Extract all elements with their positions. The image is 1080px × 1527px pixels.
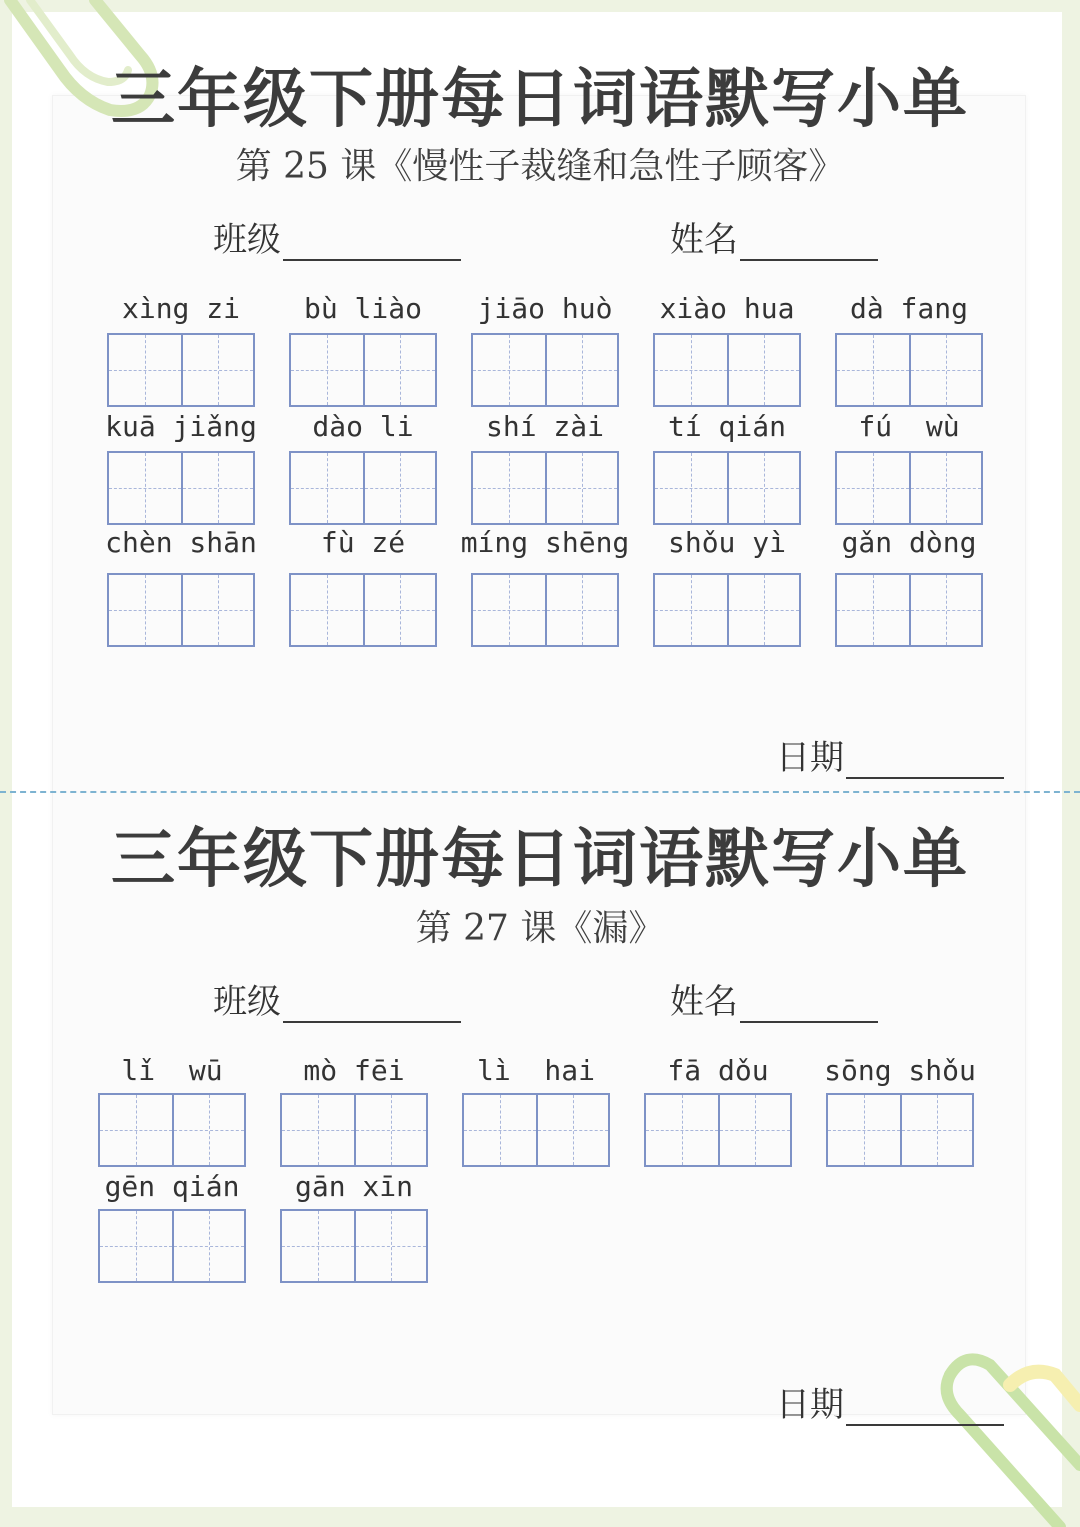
pinyin-label: sōng shǒu bbox=[824, 1054, 976, 1087]
tianzige-cell[interactable] bbox=[109, 575, 181, 645]
tianzige-cell[interactable] bbox=[100, 1095, 172, 1165]
pinyin-label: shí zài bbox=[485, 410, 604, 443]
tianzige-cell[interactable] bbox=[909, 453, 981, 523]
tianzige-cell[interactable] bbox=[172, 1095, 244, 1165]
writing-boxes[interactable] bbox=[471, 333, 619, 407]
tianzige-cell[interactable] bbox=[545, 453, 617, 523]
tianzige-cell[interactable] bbox=[655, 453, 727, 523]
pinyin-label: fā dǒu bbox=[667, 1054, 769, 1087]
tianzige-cell[interactable] bbox=[909, 575, 981, 645]
tianzige-cell[interactable] bbox=[545, 335, 617, 405]
writing-boxes[interactable] bbox=[289, 573, 437, 647]
writing-boxes[interactable] bbox=[107, 573, 255, 647]
writing-boxes[interactable] bbox=[98, 1209, 246, 1283]
tianzige-cell[interactable] bbox=[291, 453, 363, 523]
writing-boxes[interactable] bbox=[471, 573, 619, 647]
tianzige-cell[interactable] bbox=[100, 1211, 172, 1281]
pinyin-label: fù zé bbox=[320, 526, 406, 559]
class-field[interactable] bbox=[213, 212, 461, 261]
writing-boxes[interactable] bbox=[653, 573, 801, 647]
writing-boxes[interactable] bbox=[835, 573, 983, 647]
name-field[interactable] bbox=[670, 212, 878, 261]
pinyin-label: mò fēi bbox=[303, 1054, 405, 1087]
writing-boxes[interactable] bbox=[107, 451, 255, 525]
tianzige-cell[interactable] bbox=[363, 453, 435, 523]
worksheet-title: 三年级下册每日词语默写小单 bbox=[111, 62, 969, 137]
writing-boxes[interactable] bbox=[107, 333, 255, 407]
tianzige-cell[interactable] bbox=[291, 335, 363, 405]
tianzige-cell[interactable] bbox=[837, 575, 909, 645]
writing-boxes[interactable] bbox=[653, 333, 801, 407]
tianzige-cell[interactable] bbox=[718, 1095, 790, 1165]
tianzige-cell[interactable] bbox=[282, 1095, 354, 1165]
pinyin-label: dà fang bbox=[849, 292, 968, 325]
tianzige-cell[interactable] bbox=[181, 575, 253, 645]
tianzige-cell[interactable] bbox=[363, 335, 435, 405]
tianzige-cell[interactable] bbox=[181, 335, 253, 405]
class-label: 班级 bbox=[213, 982, 281, 1022]
tianzige-cell[interactable] bbox=[837, 335, 909, 405]
pinyin-label: gǎn dòng bbox=[841, 526, 977, 559]
tianzige-cell[interactable] bbox=[109, 453, 181, 523]
cut-line-divider bbox=[0, 791, 1080, 793]
lesson-subtitle: 第 25 课《慢性子裁缝和急性子顾客》 bbox=[235, 146, 845, 187]
tianzige-cell[interactable] bbox=[291, 575, 363, 645]
pinyin-label: jiāo huò bbox=[477, 292, 613, 325]
tianzige-cell[interactable] bbox=[727, 335, 799, 405]
date-field[interactable] bbox=[776, 730, 1004, 779]
writing-boxes[interactable] bbox=[835, 451, 983, 525]
date-label: 日期 bbox=[776, 738, 844, 778]
pinyin-label: gēn qián bbox=[104, 1170, 240, 1203]
tianzige-cell[interactable] bbox=[181, 453, 253, 523]
tianzige-cell[interactable] bbox=[354, 1095, 426, 1165]
writing-boxes[interactable] bbox=[289, 451, 437, 525]
writing-boxes[interactable] bbox=[835, 333, 983, 407]
tianzige-cell[interactable] bbox=[354, 1211, 426, 1281]
name-blank[interactable] bbox=[740, 223, 878, 261]
pinyin-label: xiào hua bbox=[659, 292, 795, 325]
pinyin-label: lǐ wū bbox=[121, 1054, 223, 1087]
tianzige-cell[interactable] bbox=[473, 575, 545, 645]
tianzige-cell[interactable] bbox=[172, 1211, 244, 1281]
tianzige-cell[interactable] bbox=[282, 1211, 354, 1281]
pinyin-label: lì hai bbox=[476, 1054, 595, 1087]
pinyin-label: kuā jiǎng bbox=[105, 410, 257, 443]
class-blank[interactable] bbox=[283, 985, 461, 1023]
tianzige-cell[interactable] bbox=[655, 335, 727, 405]
tianzige-cell[interactable] bbox=[828, 1095, 900, 1165]
pinyin-label: fú wù bbox=[858, 410, 960, 443]
tianzige-cell[interactable] bbox=[900, 1095, 972, 1165]
writing-boxes[interactable] bbox=[289, 333, 437, 407]
writing-boxes[interactable] bbox=[653, 451, 801, 525]
writing-boxes[interactable] bbox=[644, 1093, 792, 1167]
name-label: 姓名 bbox=[670, 982, 738, 1022]
pinyin-label: gān xīn bbox=[294, 1170, 413, 1203]
tianzige-cell[interactable] bbox=[109, 335, 181, 405]
date-label: 日期 bbox=[776, 1385, 844, 1425]
tianzige-cell[interactable] bbox=[363, 575, 435, 645]
tianzige-cell[interactable] bbox=[536, 1095, 608, 1165]
pinyin-label: xìng zi bbox=[121, 292, 240, 325]
tianzige-cell[interactable] bbox=[464, 1095, 536, 1165]
tianzige-cell[interactable] bbox=[646, 1095, 718, 1165]
pinyin-label: míng shēng bbox=[460, 526, 630, 559]
writing-boxes[interactable] bbox=[98, 1093, 246, 1167]
writing-boxes[interactable] bbox=[280, 1093, 428, 1167]
tianzige-cell[interactable] bbox=[545, 575, 617, 645]
tianzige-cell[interactable] bbox=[727, 575, 799, 645]
paperclip-icon bbox=[920, 1345, 1080, 1527]
name-label: 姓名 bbox=[670, 220, 738, 260]
lesson-subtitle: 第 27 课《漏》 bbox=[415, 908, 665, 949]
pinyin-label: bù liào bbox=[303, 292, 422, 325]
date-field[interactable] bbox=[776, 1377, 1004, 1426]
writing-boxes[interactable] bbox=[471, 451, 619, 525]
tianzige-cell[interactable] bbox=[473, 335, 545, 405]
writing-boxes[interactable] bbox=[462, 1093, 610, 1167]
class-field[interactable] bbox=[213, 974, 461, 1023]
date-blank[interactable] bbox=[846, 741, 1004, 779]
pinyin-label: shǒu yì bbox=[667, 526, 786, 559]
name-field[interactable] bbox=[670, 974, 878, 1023]
date-blank[interactable] bbox=[846, 1388, 1004, 1426]
tianzige-cell[interactable] bbox=[909, 335, 981, 405]
pinyin-label: chèn shān bbox=[105, 526, 257, 559]
writing-boxes[interactable] bbox=[280, 1209, 428, 1283]
worksheet-title: 三年级下册每日词语默写小单 bbox=[111, 822, 969, 897]
tianzige-cell[interactable] bbox=[837, 453, 909, 523]
class-label: 班级 bbox=[213, 220, 281, 260]
pinyin-label: tí qián bbox=[667, 410, 786, 443]
tianzige-cell[interactable] bbox=[727, 453, 799, 523]
writing-boxes[interactable] bbox=[826, 1093, 974, 1167]
tianzige-cell[interactable] bbox=[655, 575, 727, 645]
pinyin-label: dào li bbox=[312, 410, 414, 443]
class-blank[interactable] bbox=[283, 223, 461, 261]
tianzige-cell[interactable] bbox=[473, 453, 545, 523]
name-blank[interactable] bbox=[740, 985, 878, 1023]
